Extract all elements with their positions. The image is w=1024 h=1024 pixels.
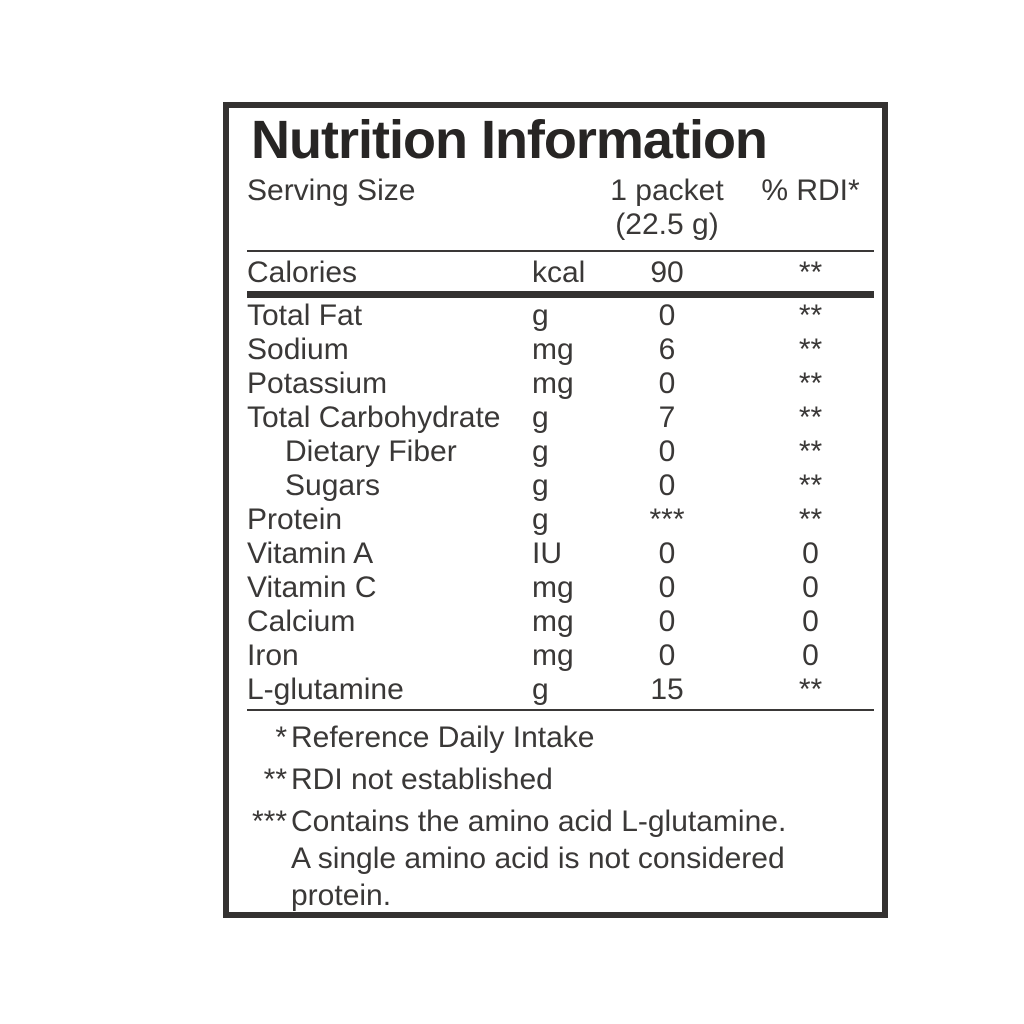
footnote-symbol: * bbox=[275, 721, 287, 754]
rdi-column-header: % RDI* bbox=[761, 174, 860, 207]
footnote-l-glutamine bbox=[247, 803, 874, 914]
nutrient-table bbox=[247, 298, 874, 707]
nutrient-unit: mg bbox=[532, 571, 574, 604]
nutrient-name: Protein bbox=[247, 503, 343, 536]
nutrient-row-vitamin-a bbox=[247, 537, 874, 571]
nutrient-row-potassium bbox=[247, 367, 874, 401]
nutrient-name: Vitamin C bbox=[247, 571, 377, 604]
thick-divider-bar bbox=[247, 291, 874, 298]
nutrient-unit: mg bbox=[532, 605, 574, 638]
nutrient-value: 0 bbox=[658, 571, 676, 604]
nutrient-name: Sugars bbox=[285, 469, 381, 502]
nutrient-value: 6 bbox=[658, 333, 676, 366]
nutrient-value: 0 bbox=[658, 605, 676, 638]
nutrient-unit: g bbox=[532, 299, 549, 332]
nutrient-value: 15 bbox=[650, 673, 684, 706]
nutrient-name: L-glutamine bbox=[247, 673, 404, 706]
nutrient-unit: g bbox=[532, 435, 549, 468]
serving-size-value-line1: 1 packet bbox=[610, 174, 724, 207]
nutrient-row-dietary-fiber bbox=[247, 435, 874, 469]
nutrient-row-total-fat bbox=[247, 299, 874, 333]
nutrient-unit: g bbox=[532, 503, 549, 536]
nutrient-row-calcium bbox=[247, 605, 874, 639]
serving-header-row bbox=[247, 174, 874, 242]
calories-row bbox=[247, 252, 874, 291]
nutrient-value: *** bbox=[649, 503, 685, 536]
calories-rdi: ** bbox=[798, 256, 823, 289]
calories-unit: kcal bbox=[532, 256, 586, 289]
footnote-text: Reference Daily Intake bbox=[291, 721, 595, 754]
nutrient-name: Potassium bbox=[247, 367, 388, 400]
nutrient-unit: g bbox=[532, 673, 549, 706]
nutrient-unit: mg bbox=[532, 367, 574, 400]
nutrient-name: Total Carbohydrate bbox=[247, 401, 501, 434]
nutrient-unit: mg bbox=[532, 333, 574, 366]
bottom-divider-rule bbox=[247, 709, 874, 711]
nutrient-rdi: ** bbox=[798, 299, 823, 332]
nutrient-rdi: ** bbox=[798, 401, 823, 434]
nutrient-row-protein bbox=[247, 503, 874, 537]
nutrient-row-vitamin-c bbox=[247, 571, 874, 605]
calories-value: 90 bbox=[650, 256, 684, 289]
nutrient-value: 0 bbox=[658, 639, 676, 672]
nutrient-unit: g bbox=[532, 469, 549, 502]
footnote-text-line3: protein. bbox=[291, 879, 392, 912]
calories-label: Calories bbox=[247, 256, 358, 289]
footnote-rdi-not-established bbox=[247, 761, 874, 798]
footnote-text-line2: A single amino acid is not considered bbox=[291, 842, 785, 875]
nutrient-value: 0 bbox=[658, 469, 676, 502]
nutrient-row-iron bbox=[247, 639, 874, 673]
nutrient-unit: IU bbox=[532, 537, 562, 570]
nutrition-label-panel bbox=[223, 102, 888, 918]
nutrient-unit: mg bbox=[532, 639, 574, 672]
nutrient-rdi: ** bbox=[798, 435, 823, 468]
serving-size-label: Serving Size bbox=[247, 174, 416, 207]
nutrient-name: Vitamin A bbox=[247, 537, 374, 570]
footnote-symbol: *** bbox=[251, 805, 287, 838]
nutrient-rdi: ** bbox=[798, 367, 823, 400]
nutrient-name: Total Fat bbox=[247, 299, 363, 332]
nutrient-rdi: ** bbox=[798, 333, 823, 366]
footnote-text bbox=[291, 803, 874, 914]
nutrient-rdi: 0 bbox=[802, 605, 819, 638]
nutrient-name: Sodium bbox=[247, 333, 349, 366]
nutrient-value: 0 bbox=[658, 537, 676, 570]
footnotes-section bbox=[247, 719, 874, 914]
nutrient-value: 0 bbox=[658, 367, 676, 400]
nutrient-row-sugars bbox=[247, 469, 874, 503]
nutrient-value: 0 bbox=[658, 299, 676, 332]
nutrient-value: 7 bbox=[658, 401, 676, 434]
footnote-rdi bbox=[247, 719, 874, 756]
nutrient-rdi: ** bbox=[798, 469, 823, 502]
nutrient-rdi: 0 bbox=[802, 537, 819, 570]
nutrient-rdi: ** bbox=[798, 673, 823, 706]
nutrient-name: Iron bbox=[247, 639, 299, 672]
nutrient-row-sodium bbox=[247, 333, 874, 367]
footnote-text-line1: Contains the amino acid L-glutamine. bbox=[291, 805, 787, 838]
label-title: Nutrition Information bbox=[251, 110, 767, 170]
nutrient-rdi: 0 bbox=[802, 571, 819, 604]
nutrient-unit: g bbox=[532, 401, 549, 434]
nutrient-rdi: ** bbox=[798, 503, 823, 536]
serving-size-value-line2: (22.5 g) bbox=[615, 208, 719, 241]
serving-size-value bbox=[607, 174, 727, 242]
nutrient-row-total-carbohydrate bbox=[247, 401, 874, 435]
nutrient-value: 0 bbox=[658, 435, 676, 468]
nutrient-name: Calcium bbox=[247, 605, 356, 638]
nutrient-row-l-glutamine bbox=[247, 673, 874, 707]
footnote-text: RDI not established bbox=[291, 763, 553, 796]
nutrient-name: Dietary Fiber bbox=[285, 435, 457, 468]
footnote-symbol: ** bbox=[263, 763, 287, 796]
nutrient-rdi: 0 bbox=[802, 639, 819, 672]
